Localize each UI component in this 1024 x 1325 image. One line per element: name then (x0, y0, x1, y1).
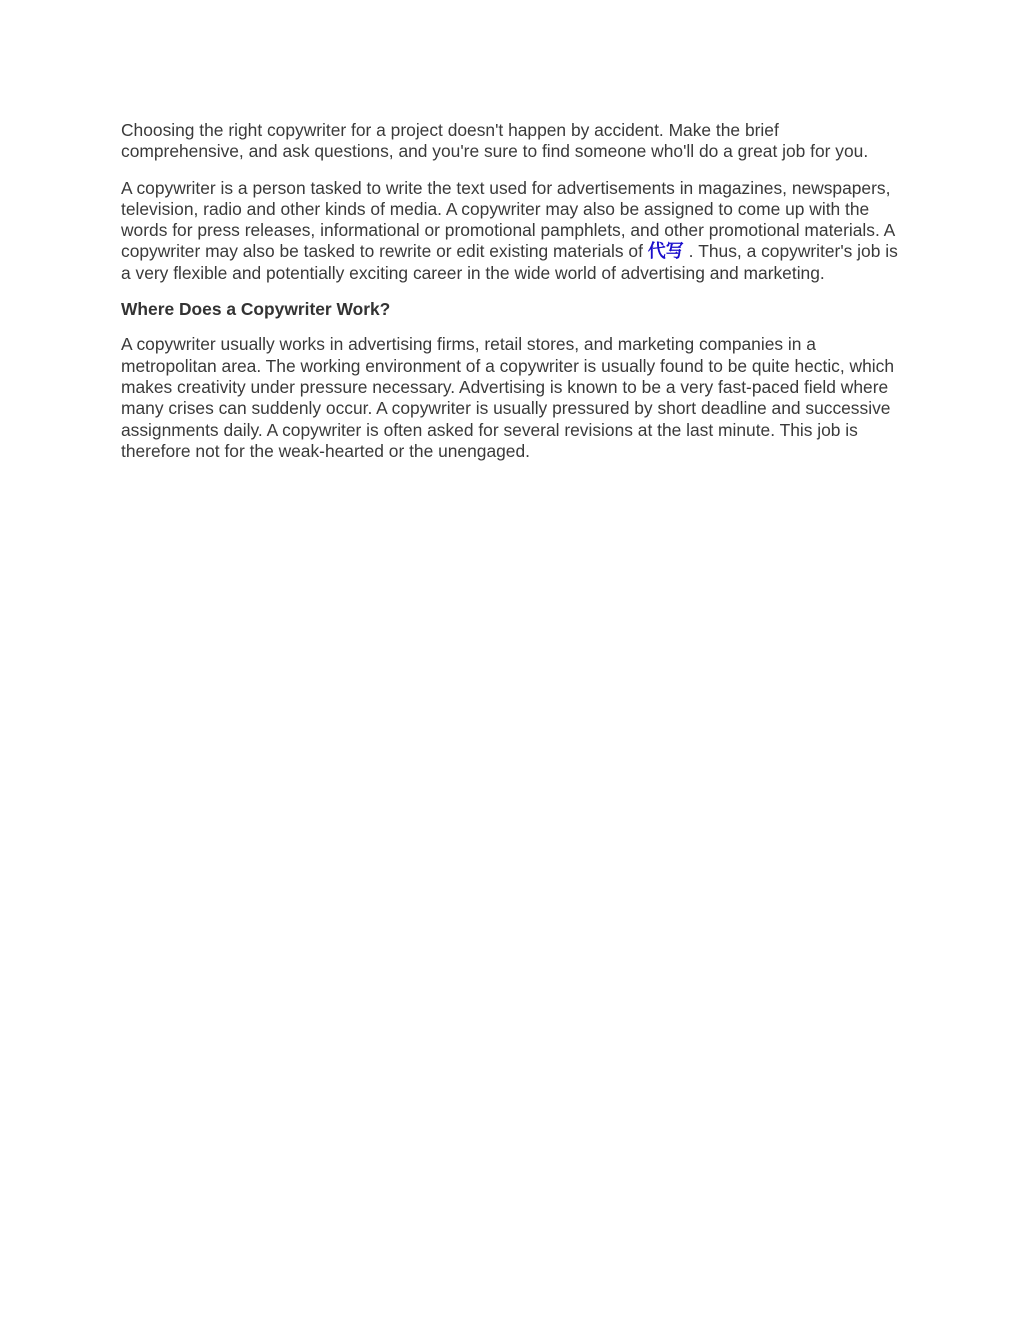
copywriter-definition-paragraph (121, 178, 906, 284)
intro-paragraph: Choosing the right copywriter for a project doesn't happen by accident. Make the brief comprehensive, and ask questions, and you're sure to find someone who'll do a great job for you. (121, 120, 869, 162)
definition-text-before-link: A copywriter is a person tasked to write the text used for advertisements in magazines, newspapers, television, radio and other kinds of media. A copywriter may also be assigned to come up with the words for press releases, informational or promotional pamphlets, and other promotional materials. A copywriter may also be tasked to rewrite or edit existing materials of (121, 177, 895, 262)
inline-link[interactable]: 代写 (647, 241, 684, 263)
definition-text-after-link: . Thus, a copywriter's job is a very flexible and potentially exciting career in the wide world of advertising and marketing. (121, 241, 898, 283)
workplace-paragraph: A copywriter usually works in advertising firms, retail stores, and marketing companies in a metropolitan area. The working environment of a copywriter is usually found to be quite hectic, which makes creativity under pressure necessary. Advertising is known to be a very fast-paced field where many crises can suddenly occur. A copywriter is usually pressured by short deadline and successive assignments daily. A copywriter is often asked for several revisions at the last minute. This job is therefore not for the weak-hearted or the unengaged. (121, 334, 895, 461)
document-body (121, 120, 906, 477)
section-heading: Where Does a Copywriter Work? (121, 299, 391, 320)
